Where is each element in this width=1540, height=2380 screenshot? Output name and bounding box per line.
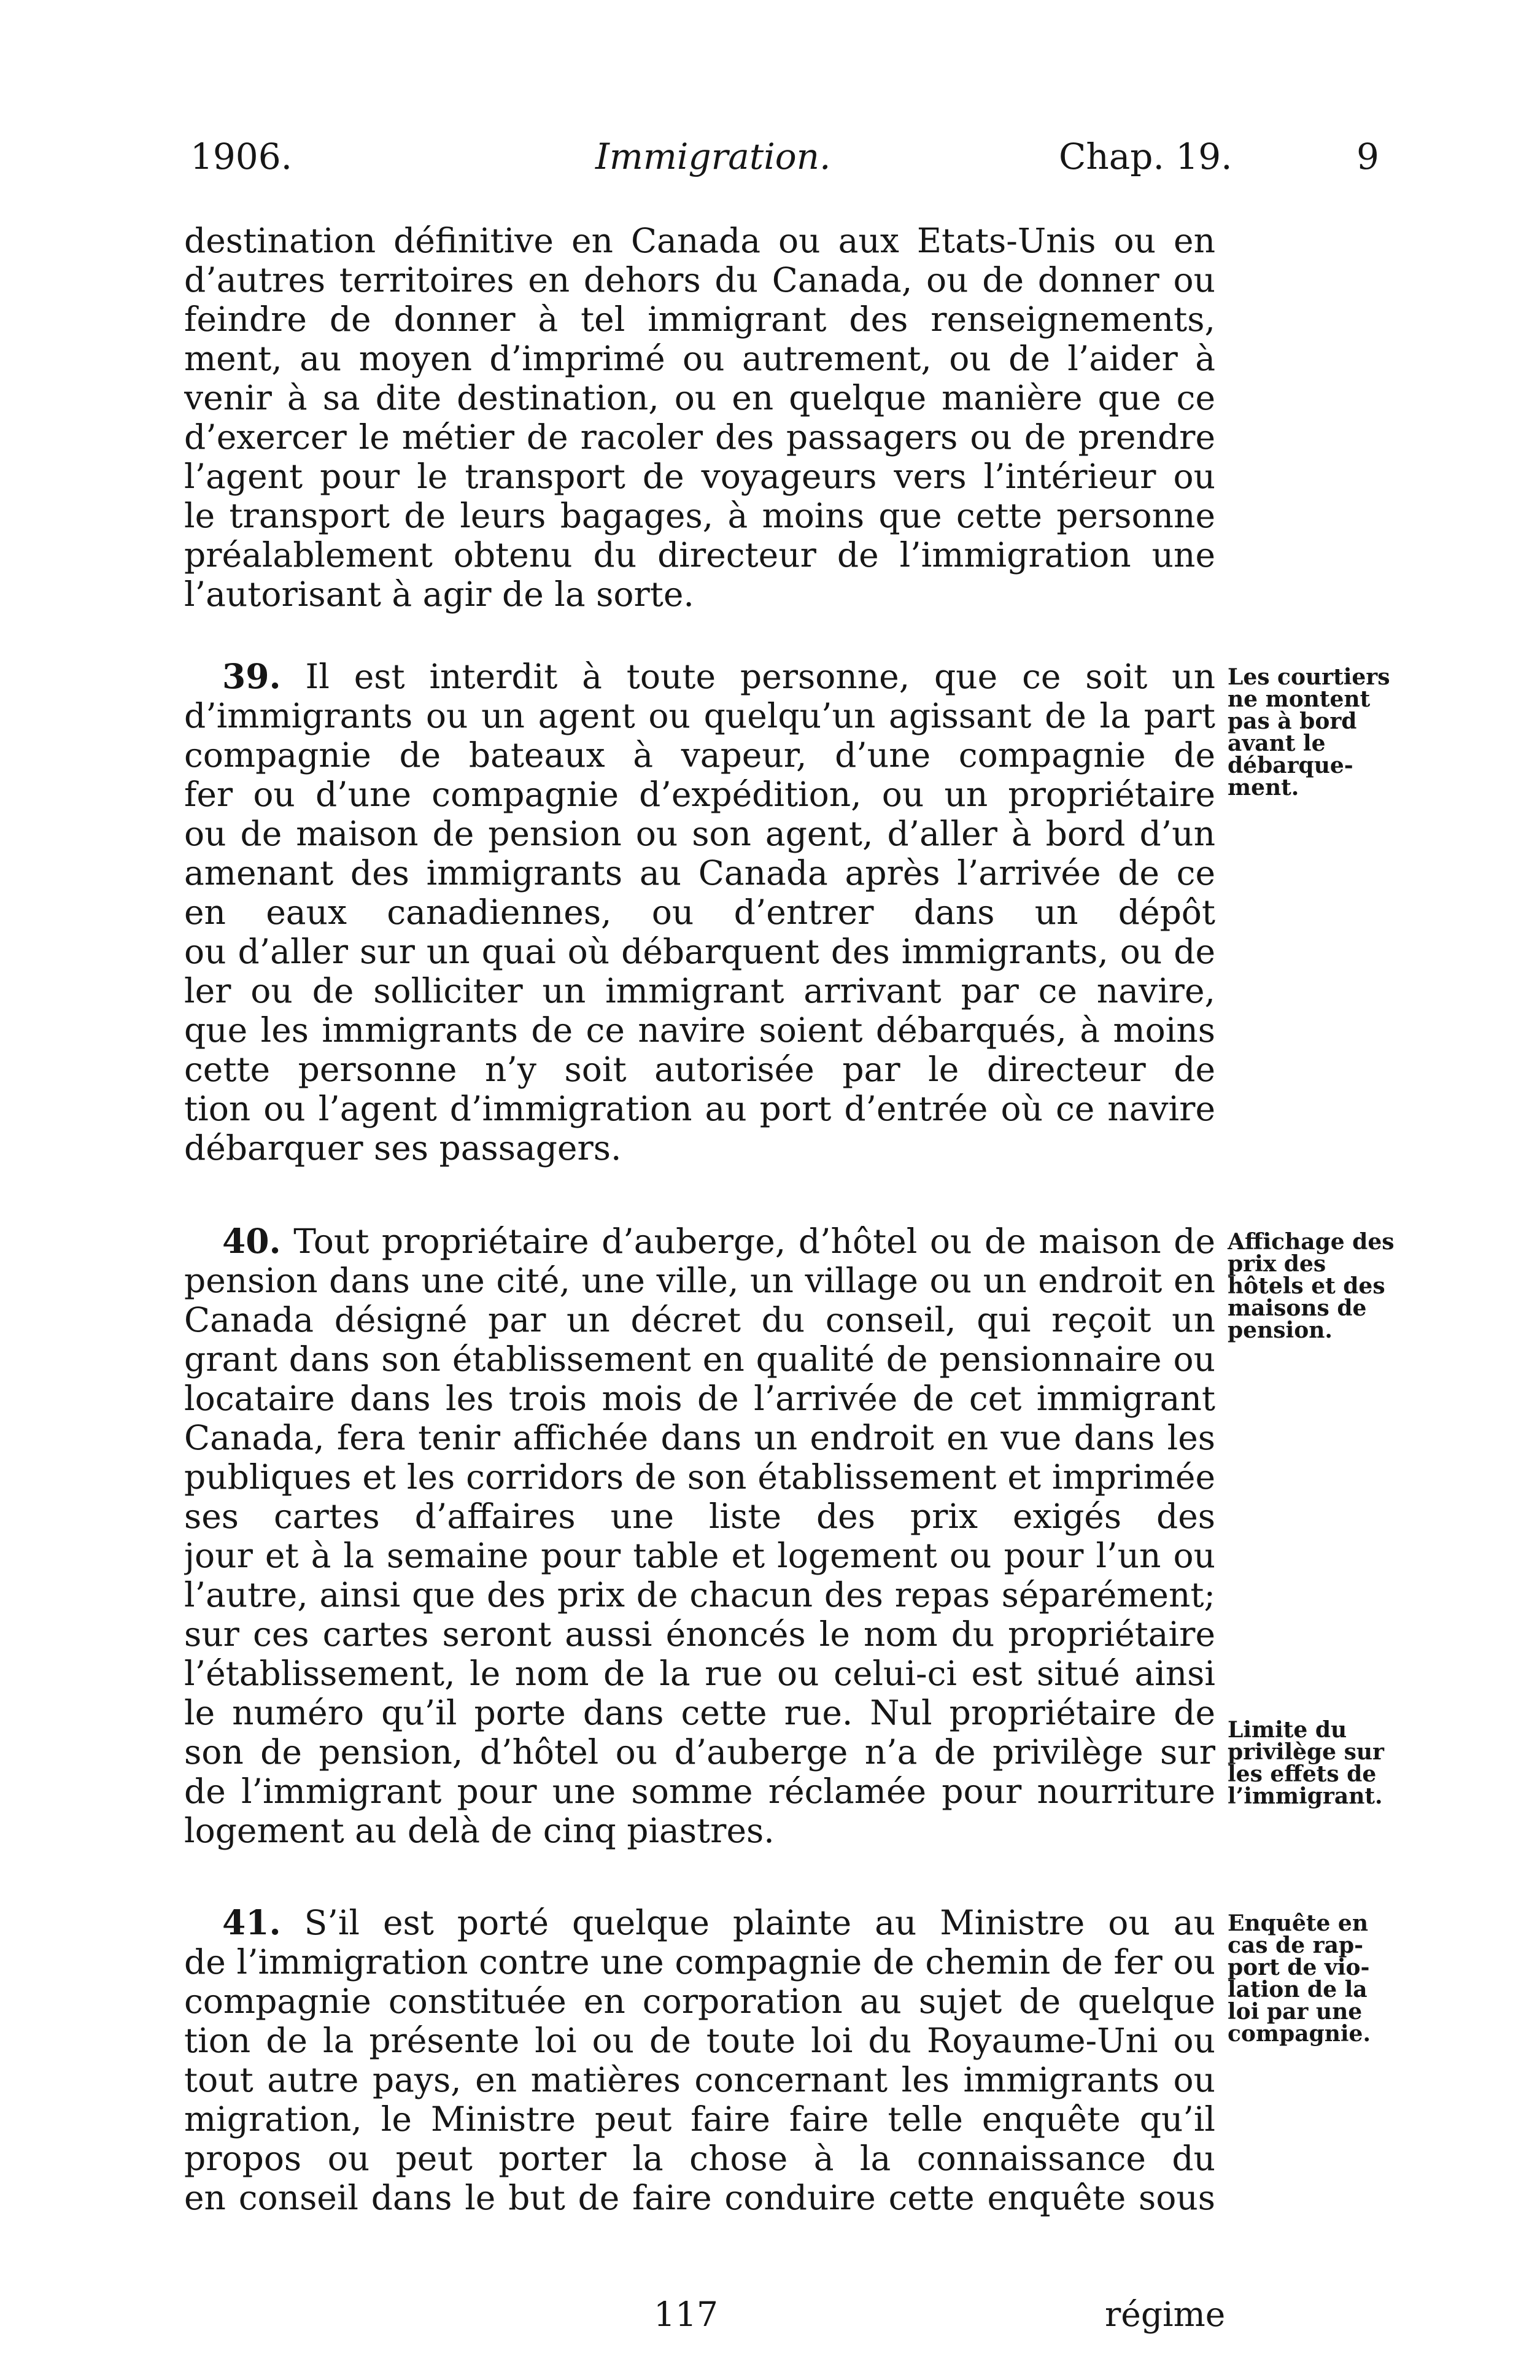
text-line bbox=[184, 1772, 1215, 1811]
line-text: ses cartes d’affaires une liste des prix exigés des bbox=[184, 1497, 1215, 1536]
text-line bbox=[184, 1497, 1215, 1536]
text-line bbox=[184, 1418, 1215, 1457]
line-text: ment, au moyen d’imprimé ou autrement, ou de l’aider à bbox=[184, 339, 1215, 378]
line-text: tion ou l’agent d’immigration au port d’entrée où ce navire bbox=[184, 1089, 1215, 1128]
text-line bbox=[184, 775, 1215, 814]
text-line bbox=[184, 1693, 1215, 1732]
side-note-line: prix des bbox=[1228, 1251, 1326, 1277]
line-text: amenant des immigrants au Canada après l’arrivée de ce bbox=[184, 853, 1215, 893]
text-line bbox=[184, 814, 1215, 853]
text-line bbox=[184, 457, 1215, 496]
line-text: grant dans son établissement en qualité de pensionnaire ou bbox=[184, 1339, 1215, 1379]
side-note-line: ment. bbox=[1228, 775, 1299, 800]
section-41 bbox=[184, 1903, 1215, 2217]
text-line bbox=[184, 417, 1215, 457]
text-line bbox=[184, 853, 1215, 893]
text-line bbox=[184, 1942, 1215, 1982]
line-text: S’il est porté quelque plainte au Ministre ou au bbox=[304, 1903, 1215, 1942]
header-title: Immigration. bbox=[595, 136, 831, 177]
text-line bbox=[184, 1811, 1215, 1850]
side-note-line: ne montent bbox=[1228, 686, 1371, 712]
text-line bbox=[184, 696, 1215, 735]
side-note-39 bbox=[1228, 666, 1399, 799]
line-text: compagnie de bateaux à vapeur, d’une compagnie de bbox=[184, 735, 1215, 775]
line-text: logement au delà de cinq piastres. bbox=[184, 1811, 775, 1850]
text-line bbox=[184, 1222, 1215, 1261]
text-line bbox=[184, 496, 1215, 535]
side-note-line: Limite du bbox=[1228, 1717, 1347, 1743]
side-note-line: loi par une bbox=[1228, 1999, 1363, 2025]
header-page-number: 9 bbox=[1356, 136, 1379, 177]
line-text: de l’immigrant pour une somme réclamée pour nourriture bbox=[184, 1772, 1215, 1811]
side-note-line: lation de la bbox=[1228, 1977, 1368, 2002]
text-line bbox=[184, 735, 1215, 775]
line-text: migration, le Ministre peut faire faire telle enquête qu’il bbox=[184, 2099, 1215, 2139]
side-note-40 bbox=[1228, 1231, 1399, 1341]
text-line bbox=[184, 1128, 1215, 1168]
line-text: l’établissement, le nom de la rue ou celui-ci est situé ainsi bbox=[184, 1654, 1215, 1693]
text-line bbox=[184, 2060, 1215, 2099]
line-text: pension dans une cité, une ville, un village ou un endroit en bbox=[184, 1261, 1215, 1300]
header-chapter: Chap. 19. bbox=[1059, 136, 1232, 177]
text-line bbox=[184, 339, 1215, 378]
line-text: le numéro qu’il porte dans cette rue. Nul propriétaire de bbox=[184, 1693, 1215, 1732]
line-text: le transport de leurs bagages, à moins que cette personne bbox=[184, 496, 1215, 535]
text-line bbox=[184, 1089, 1215, 1128]
text-line bbox=[184, 932, 1215, 971]
section-39 bbox=[184, 657, 1215, 1168]
line-text: locataire dans les trois mois de l’arrivée de cet immigrant bbox=[184, 1379, 1215, 1418]
line-text: ler ou de solliciter un immigrant arrivant par ce navire, bbox=[184, 971, 1215, 1010]
line-text: publiques et les corridors de son établissement et imprimée bbox=[184, 1457, 1215, 1497]
text-line bbox=[184, 2021, 1215, 2060]
section-number: 41. bbox=[222, 1903, 281, 1942]
text-line bbox=[184, 1903, 1215, 1942]
line-text: tion de la présente loi ou de toute loi du Royaume-Uni ou bbox=[184, 2021, 1215, 2060]
text-line bbox=[184, 1339, 1215, 1379]
text-line bbox=[184, 1261, 1215, 1300]
line-text: son de pension, d’hôtel ou d’auberge n’a de privilège sur bbox=[184, 1732, 1215, 1772]
line-text: l’agent pour le transport de voyageurs vers l’intérieur ou bbox=[184, 457, 1215, 496]
line-text: en conseil dans le but de faire conduire cette enquête sous bbox=[184, 2178, 1215, 2217]
footer-folio: 117 bbox=[654, 2295, 718, 2334]
line-text: préalablement obtenu du directeur de l’immigration une bbox=[184, 535, 1215, 575]
line-text: feindre de donner à tel immigrant des renseignements, bbox=[184, 300, 1215, 339]
section-40 bbox=[184, 1222, 1215, 1850]
text-line bbox=[184, 1654, 1215, 1693]
side-note-line: débarque- bbox=[1228, 753, 1353, 778]
side-note-41 bbox=[1228, 1912, 1399, 2045]
side-note-line: privilège sur bbox=[1228, 1739, 1385, 1765]
text-line bbox=[184, 893, 1215, 932]
paragraph-continued bbox=[184, 221, 1215, 614]
line-text: d’exercer le métier de racoler des passagers ou de prendre bbox=[184, 417, 1215, 457]
side-note-line: cas de rap- bbox=[1228, 1932, 1364, 1958]
side-note-line: les effets de bbox=[1228, 1761, 1377, 1787]
line-text: fer ou d’une compagnie d’expédition, ou un propriétaire bbox=[184, 775, 1215, 814]
text-line bbox=[184, 2178, 1215, 2217]
side-note-line: Les courtiers bbox=[1228, 664, 1390, 690]
line-text: compagnie constituée en corporation au sujet de quelque bbox=[184, 1982, 1215, 2021]
side-note-line: hôtels et des bbox=[1228, 1273, 1385, 1299]
side-note-line: pension. bbox=[1228, 1317, 1333, 1343]
text-line bbox=[184, 1575, 1215, 1614]
text-line bbox=[184, 971, 1215, 1010]
line-text: cette personne n’y soit autorisée par le directeur de bbox=[184, 1050, 1215, 1089]
line-text: d’autres territoires en dehors du Canada, ou de donner ou bbox=[184, 260, 1215, 300]
text-line bbox=[184, 2139, 1215, 2178]
side-note-line: compagnie. bbox=[1228, 2021, 1371, 2047]
text-line bbox=[184, 1050, 1215, 1089]
text-line bbox=[184, 1010, 1215, 1050]
line-text: que les immigrants de ce navire soient débarqués, à moins bbox=[184, 1010, 1215, 1050]
text-line bbox=[184, 2099, 1215, 2139]
line-text: d’immigrants ou un agent ou quelqu’un agissant de la part bbox=[184, 696, 1215, 735]
line-text: Canada, fera tenir affichée dans un endroit en vue dans les bbox=[184, 1418, 1215, 1457]
line-text: Canada désigné par un décret du conseil, qui reçoit un bbox=[184, 1300, 1215, 1339]
side-note-line: pas à bord bbox=[1228, 708, 1357, 734]
header-year: 1906. bbox=[190, 136, 293, 177]
text-line bbox=[184, 575, 1215, 614]
text-line bbox=[184, 1379, 1215, 1418]
line-text: jour et à la semaine pour table et logement ou pour l’un ou bbox=[184, 1536, 1215, 1575]
side-note-line: port de vio- bbox=[1228, 1955, 1370, 1980]
line-text: de l’immigration contre une compagnie de chemin de fer ou bbox=[184, 1942, 1215, 1982]
line-text: venir à sa dite destination, ou en quelque manière que ce bbox=[184, 378, 1215, 417]
text-line bbox=[184, 260, 1215, 300]
text-line bbox=[184, 300, 1215, 339]
text-line bbox=[184, 1732, 1215, 1772]
text-line bbox=[184, 1300, 1215, 1339]
line-text: Il est interdit à toute personne, que ce soit un bbox=[305, 657, 1215, 696]
line-text: ou d’aller sur un quai où débarquent des immigrants, ou de bbox=[184, 932, 1215, 971]
side-note-line: Affichage des bbox=[1228, 1229, 1395, 1255]
text-line bbox=[184, 1536, 1215, 1575]
side-note-line: maisons de bbox=[1228, 1295, 1367, 1321]
side-note-line: Enquête en bbox=[1228, 1910, 1369, 1936]
text-line bbox=[184, 221, 1215, 260]
line-text: l’autorisant à agir de la sorte. bbox=[184, 575, 694, 614]
footer-catchword: régime bbox=[1105, 2295, 1226, 2334]
text-line bbox=[184, 378, 1215, 417]
side-note-line: l’immigrant. bbox=[1228, 1783, 1383, 1809]
side-note-line: avant le bbox=[1228, 731, 1326, 756]
line-text: sur ces cartes seront aussi énoncés le nom du propriétaire bbox=[184, 1614, 1215, 1654]
section-number: 39. bbox=[222, 657, 281, 696]
side-note-40-privilege bbox=[1228, 1719, 1399, 1807]
line-text: tout autre pays, en matières concernant les immigrants ou bbox=[184, 2060, 1215, 2099]
line-text: l’autre, ainsi que des prix de chacun des repas séparément; bbox=[184, 1575, 1215, 1614]
text-line bbox=[184, 657, 1215, 696]
line-text: destination définitive en Canada ou aux Etats-Unis ou en bbox=[184, 221, 1215, 260]
line-text: ou de maison de pension ou son agent, d’aller à bord d’un bbox=[184, 814, 1215, 853]
text-line bbox=[184, 1982, 1215, 2021]
line-text: en eaux canadiennes, ou d’entrer dans un dépôt bbox=[184, 893, 1215, 932]
line-text: propos ou peut porter la chose à la connaissance du bbox=[184, 2139, 1215, 2178]
section-number: 40. bbox=[222, 1222, 281, 1261]
text-line bbox=[184, 535, 1215, 575]
line-text: débarquer ses passagers. bbox=[184, 1128, 622, 1168]
text-line bbox=[184, 1614, 1215, 1654]
line-text: Tout propriétaire d’auberge, d’hôtel ou de maison de bbox=[293, 1222, 1215, 1261]
text-line bbox=[184, 1457, 1215, 1497]
